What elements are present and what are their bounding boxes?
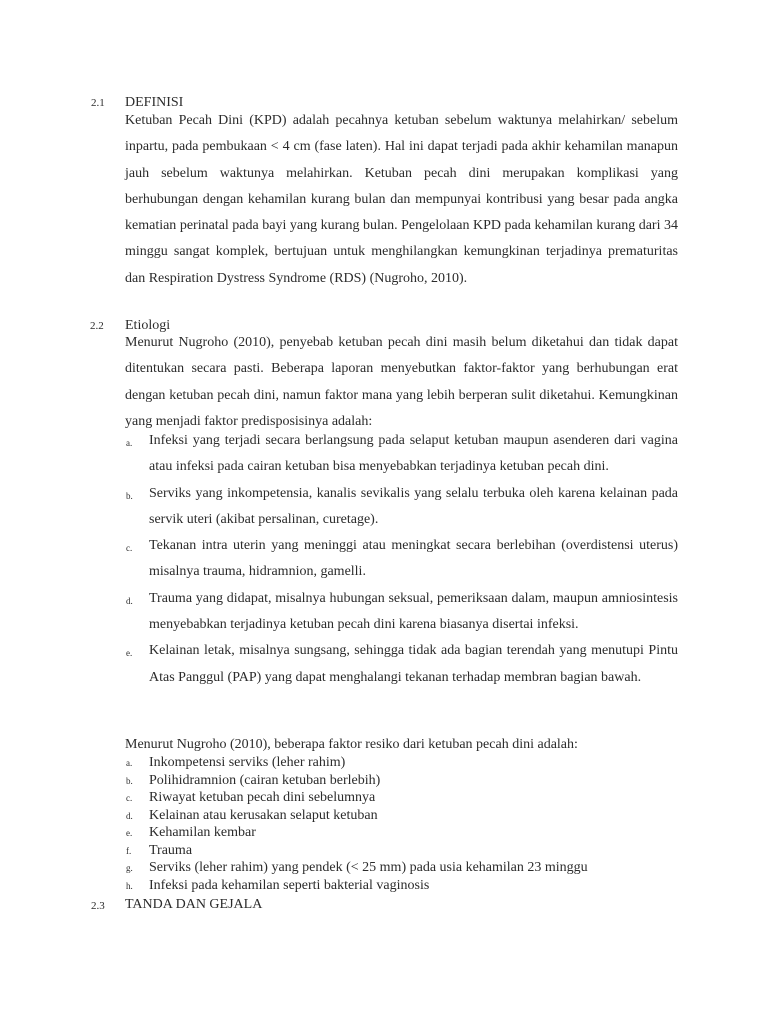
section-number-2-1: 2.1 xyxy=(91,97,105,109)
list-item-text: Infeksi yang terjadi secara berlangsung pada selaput ketuban maupun asenderen dari vagina atau infeksi pada cairan ketuban bisa menyebabkan terjadinya ketuban pecah dini. xyxy=(149,433,678,475)
list-marker: e. xyxy=(126,648,133,659)
list-item-text: Kehamilan kembar xyxy=(149,825,256,840)
list-item xyxy=(125,772,678,790)
definisi-paragraph: Ketuban Pecah Dini (KPD) adalah pecahnya ketuban sebelum waktunya melahirkan/ sebelum inpartu, pada pembukaan < 4 cm (fase laten). Hal ini dapat terjadi pada akhir kehamilan manapun jauh sebelum waktunya melahirkan. Ketuban pecah dini merupakan komplikasi yang berhubungan dengan kehamilan kurang bulan dan mempunyai kontribusi yang besar pada angka kematian perinatal pada bayi yang kurang bulan. Pengelolaan KPD pada kehamilan kurang dari 34 minggu sangat komplek, bertujuan untuk menghilangkan kemungkinan terjadinya prematuritas dan Respiration Dystress Syndrome (RDS) (Nugroho, 2010). xyxy=(125,113,678,286)
list-item-text: Trauma xyxy=(149,842,193,858)
list-marker: h. xyxy=(126,880,133,891)
list-marker: c. xyxy=(126,543,133,554)
list-marker: c. xyxy=(126,793,133,803)
list-item xyxy=(125,807,678,825)
section-title-tanda-dan-gejala: TANDA DAN GEJALA xyxy=(125,897,263,912)
section-title-definisi: DEFINISI xyxy=(125,95,184,110)
section-number-2-2: 2.2 xyxy=(90,320,104,332)
predisposition-list xyxy=(125,428,678,691)
etiologi-paragraph: Menurut Nugroho (2010), penyebab ketuban pecah dini masih belum diketahui dan tidak dapat ditentukan secara pasti. Beberapa laporan menyebutkan faktor-faktor yang berhubungan erat dengan ketuban pecah dini, namun faktor mana yang lebih berperan sulit diketahui. Kemungkinan yang menjadi faktor predisposisinya adalah: xyxy=(125,335,678,429)
list-item-text: Trauma yang didapat, misalnya hubungan seksual, pemeriksaan dalam, maupun amniosintesis menyebabkan terjadinya ketuban pecah dini karena biasanya disertai infeksi. xyxy=(149,590,678,633)
list-item xyxy=(125,586,678,639)
list-marker: f. xyxy=(126,845,132,856)
list-item xyxy=(125,533,678,586)
list-item xyxy=(125,824,678,842)
list-item xyxy=(125,859,678,877)
list-marker: d. xyxy=(126,595,133,606)
risk-factors-list xyxy=(125,754,678,894)
list-item-text: Serviks yang inkompetensia, kanalis sevikalis yang selalu terbuka oleh karena kelainan pada servik uteri (akibat persalinan, curetage). xyxy=(149,485,678,527)
list-item-text: Infeksi pada kehamilan seperti bakterial vaginosis xyxy=(149,877,430,893)
list-item-text: Tekanan intra uterin yang meninggi atau meningkat secara berlebihan (overdistensi uterus) misalnya trauma, hidramnion, gamelli. xyxy=(149,538,678,580)
list-item-text: Polihidramnion (cairan ketuban berlebih) xyxy=(149,772,381,788)
list-item-text: Kelainan atau kerusakan selaput ketuban xyxy=(149,807,378,823)
list-item xyxy=(125,842,678,860)
list-item xyxy=(125,789,678,807)
list-item-text: Inkompetensi serviks (leher rahim) xyxy=(149,755,346,770)
list-item-text: Serviks (leher rahim) yang pendek (< 25 mm) pada usia kehamilan 23 minggu xyxy=(149,860,588,875)
list-item xyxy=(125,638,678,691)
list-item xyxy=(125,877,678,895)
list-item-text: Kelainan letak, misalnya sungsang, sehingga tidak ada bagian terendah yang menutupi Pintu Atas Panggul (PAP) yang dapat menghalangi tekanan terhadap membran bagian bawah. xyxy=(149,643,678,685)
risk-factors-intro: Menurut Nugroho (2010), beberapa faktor resiko dari ketuban pecah dini adalah: xyxy=(125,737,578,752)
list-item xyxy=(125,754,678,772)
list-item xyxy=(125,481,678,534)
list-marker: g. xyxy=(126,863,133,873)
list-marker: d. xyxy=(126,810,133,821)
list-marker: a. xyxy=(126,438,133,448)
list-marker: e. xyxy=(126,828,133,838)
list-marker: a. xyxy=(126,758,133,768)
section-title-etiologi: Etiologi xyxy=(125,318,171,333)
list-marker: b. xyxy=(126,490,133,501)
section-number-2-3: 2.3 xyxy=(91,900,105,912)
list-marker: b. xyxy=(126,775,133,786)
list-item-text: Riwayat ketuban pecah dini sebelumnya xyxy=(149,790,376,805)
list-item xyxy=(125,428,678,481)
